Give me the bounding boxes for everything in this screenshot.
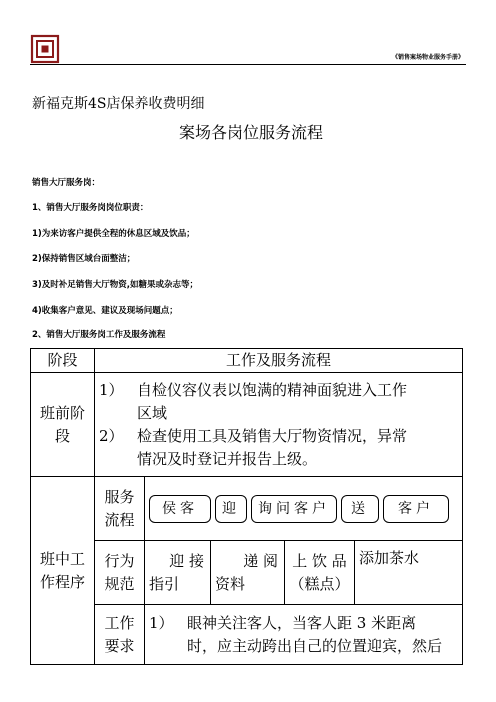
stage-header: 阶段	[31, 349, 95, 373]
pre-shift-row	[31, 373, 463, 477]
logo-icon	[30, 34, 60, 64]
flow-steps	[145, 495, 462, 523]
stage-label: 作程序	[39, 572, 85, 591]
document-subtitle: 案场各岗位服务流程	[178, 123, 323, 142]
duty-item: 3)及时补足销售大厅物资,如糖果或杂志等；	[32, 280, 199, 290]
conduct-cell	[145, 541, 211, 605]
process-table	[30, 348, 463, 665]
item-text: 自检仪容仪表以饱满的精神面貌进入工作	[137, 380, 408, 399]
pre-shift-content	[95, 373, 463, 477]
stage-label: 班前阶	[39, 403, 85, 422]
header-divider	[30, 64, 466, 65]
item-text: 区域	[137, 403, 168, 422]
cell-text: 指引	[149, 574, 180, 593]
conduct-cell	[355, 541, 463, 605]
duty-item: 1)为来访客户提供全程的休息区域及饮品；	[32, 229, 195, 239]
conduct-cell	[211, 541, 285, 605]
document-title: 新福克斯4S店保养收费明细	[32, 96, 205, 112]
conduct-cell	[285, 541, 355, 605]
flow-header: 工作及服务流程	[95, 349, 463, 373]
cell-text: （糕点）	[289, 574, 350, 593]
requirement-content	[145, 605, 463, 665]
item-text: 情况及时登记并报告上级。	[137, 449, 318, 468]
item-text: 时，应主动跨出自己的位置迎宾，然后	[187, 636, 443, 655]
flow-step-box: 侯客	[149, 495, 211, 523]
requirement-label	[95, 605, 145, 665]
pre-shift-item	[95, 379, 462, 402]
conduct-row	[31, 541, 463, 605]
running-title: 《销售案场物业服务手册》	[391, 54, 464, 61]
service-flow-steps	[145, 477, 463, 541]
row-label: 行为	[104, 551, 135, 570]
flow-step-box: 客户	[383, 495, 449, 523]
conduct-label	[95, 541, 145, 605]
item-number: 2）	[99, 426, 124, 445]
duty-item: 4)收集客户意见、建议及现场问题点；	[32, 306, 178, 316]
item-number: 1）	[99, 380, 124, 399]
cell-text: 添加茶水	[359, 549, 420, 567]
flow-step-box: 迎	[215, 495, 247, 523]
stage-label: 班中工	[39, 549, 85, 568]
row-label: 要求	[104, 636, 135, 655]
row-label: 流程	[104, 510, 135, 529]
process-heading: 2、销售大厅服务岗工作及服务流程	[32, 330, 166, 340]
requirement-item	[145, 612, 462, 635]
cell-text: 资料	[215, 574, 246, 593]
duty-item: 2)保持销售区域台面整洁；	[32, 254, 136, 264]
row-label: 服务	[104, 487, 135, 506]
requirement-row	[31, 605, 463, 665]
flow-step-box: 送	[341, 495, 379, 523]
service-flow-label	[95, 477, 145, 541]
table-header-row	[31, 349, 463, 373]
item-text: 检查使用工具及销售大厅物资情况，异常	[137, 426, 408, 445]
row-label: 规范	[104, 574, 135, 593]
service-flow-row	[31, 477, 463, 541]
cell-text: 上 饮 品	[292, 551, 347, 570]
section-heading: 销售大厅服务岗：	[32, 178, 101, 188]
duty-heading: 1、销售大厅服务岗岗位职责：	[32, 203, 149, 213]
pre-shift-stage	[31, 373, 95, 477]
item-text: 眼神关注客人，当客人距 3 米距离	[187, 613, 417, 632]
stage-label: 段	[54, 426, 70, 445]
flow-step-box: 询问客户	[251, 495, 337, 523]
mid-shift-stage	[31, 477, 95, 665]
row-label: 工作	[104, 613, 135, 632]
cell-text: 递 阅	[243, 551, 278, 570]
item-number: 1）	[149, 613, 174, 632]
pre-shift-item	[95, 425, 462, 448]
cell-text: 迎 接	[169, 551, 204, 570]
